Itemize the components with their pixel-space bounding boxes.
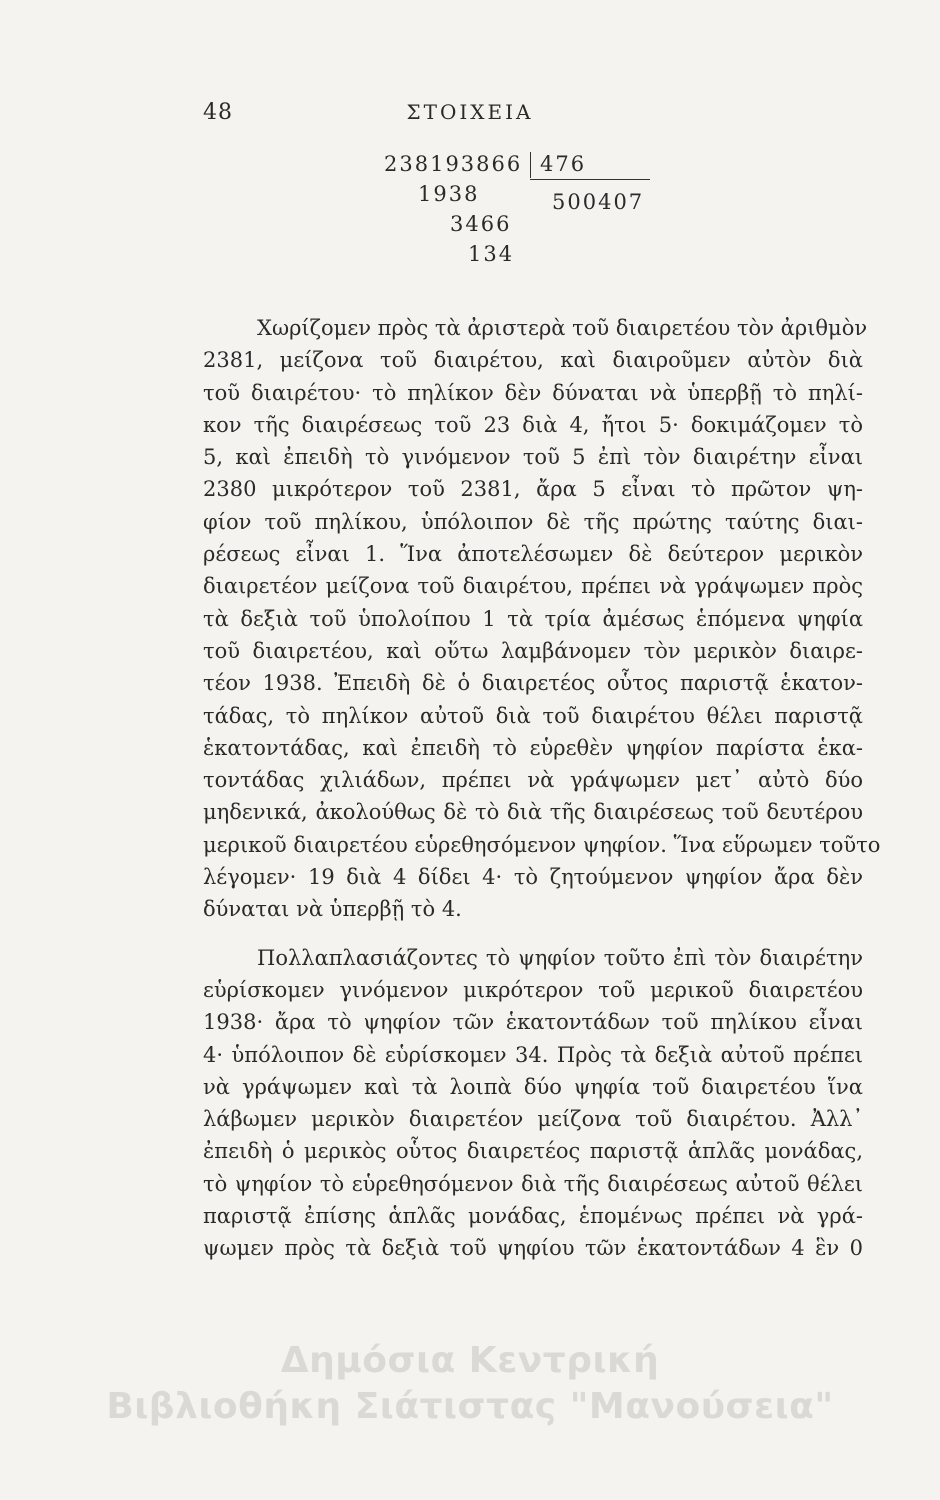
text-line: 4· ὑπόλοιπον δὲ εὑρίσκομεν 34. Πρὸς τὰ δεξιὰ αὐτοῦ πρέπει bbox=[203, 1042, 863, 1067]
text-line: τὸ ψηφίον τὸ εὑρεθησόμενον διὰ τῆς διαιρέσεως αὐτοῦ θέλει bbox=[203, 1171, 863, 1196]
division-step: 1938 bbox=[418, 182, 480, 206]
text-line: Χωρίζομεν πρὸς τὰ ἀριστερὰ τοῦ διαιρετέου τὸν ἀριθμὸν bbox=[257, 316, 868, 340]
text-line: μερικοῦ διαιρετέου εὑρεθησόμενον ψηφίον. Ἵνα εὕρωμεν τοῦτο bbox=[203, 832, 881, 857]
text-line: διαιρετέον μείζονα τοῦ διαιρέτου, πρέπει νὰ γράψωμεν πρὸς bbox=[203, 574, 863, 599]
watermark-line: Δημόσια Κεντρική bbox=[280, 1340, 660, 1381]
text-line: τοντάδας χιλιάδων, πρέπει νὰ γράψωμεν μετ᾽ αὐτὸ δύο bbox=[203, 768, 863, 793]
text-line: κον τῆς διαιρέσεως τοῦ 23 διὰ 4, ἤτοι 5· δοκιμάζομεν τὸ bbox=[203, 412, 863, 437]
division-horizontal-bar bbox=[530, 179, 650, 180]
quotient: 500407 bbox=[552, 190, 645, 214]
text-line: φίον τοῦ πηλίκου, ὑπόλοιπον δὲ τῆς πρώτης ταύτης διαι- bbox=[203, 509, 863, 534]
division-vertical-bar bbox=[530, 152, 531, 178]
dividend: 238193866 bbox=[384, 152, 523, 176]
text-line: τὰ δεξιὰ τοῦ ὑπολοίπου 1 τὰ τρία ἀμέσως ἑπόμενα ψηφία bbox=[203, 606, 863, 631]
paragraph bbox=[203, 942, 863, 1265]
long-division bbox=[380, 148, 680, 288]
text-line: ρέσεως εἶναι 1. Ἵνα ἀποτελέσωμεν δὲ δεύτερον μερικὸν bbox=[203, 542, 863, 567]
text-line: ἑκατοντάδας, καὶ ἐπειδὴ τὸ εὑρεθὲν ψηφίον παρίστα ἑκα- bbox=[203, 735, 863, 760]
text-line: λέγομεν· 19 διὰ 4 δίδει 4· τὸ ζητούμενον ψηφίον ἄρα δὲν bbox=[203, 865, 863, 890]
text-line: νὰ γράψωμεν καὶ τὰ λοιπὰ δύο ψηφία τοῦ διαιρετέου ἵνα bbox=[203, 1074, 863, 1099]
body-text bbox=[203, 312, 881, 1265]
paragraph bbox=[203, 312, 881, 926]
text-line: τοῦ διαιρετέου, καὶ οὕτω λαμβάνομεν τὸν μερικὸν διαιρε- bbox=[203, 638, 863, 663]
division-step: 134 bbox=[468, 242, 515, 266]
text-line: τέον 1938. Ἐπειδὴ δὲ ὁ διαιρετέος οὗτος παριστᾷ ἑκατον- bbox=[203, 671, 863, 696]
text-line: παριστᾷ ἐπίσης ἁπλᾶς μονάδας, ἑπομένως πρέπει νὰ γρά- bbox=[203, 1204, 863, 1229]
text-line: ἐπειδὴ ὁ μερικὸς οὗτος διαιρετέος παριστᾷ ἁπλᾶς μονάδας, bbox=[203, 1139, 863, 1164]
text-line: Πολλαπλασιάζοντες τὸ ψηφίον τοῦτο ἐπὶ τὸν διαιρέτην bbox=[257, 945, 863, 970]
text-line: ψωμεν πρὸς τὰ δεξιὰ τοῦ ψηφίου τῶν ἑκατοντάδων 4 ἓν 0 bbox=[203, 1236, 863, 1261]
text-line: 2380 μικρότερον τοῦ 2381, ἄρα 5 εἶναι τὸ πρῶτον ψη- bbox=[203, 477, 863, 502]
running-title: ΣΤΟΙΧΕΙΑ bbox=[406, 100, 534, 124]
text-line: τάδας, τὸ πηλίκον αὐτοῦ διὰ τοῦ διαιρέτου θέλει παριστᾷ bbox=[203, 703, 863, 728]
text-line: εὑρίσκομεν γινόμενον μικρότερον τοῦ μερικοῦ διαιρετέου bbox=[203, 977, 863, 1002]
text-line: 2381, μείζονα τοῦ διαιρέτου, καὶ διαιροῦμεν αὐτὸν διὰ bbox=[203, 348, 863, 373]
text-line: μηδενικά, ἀκολούθως δὲ τὸ διὰ τῆς διαιρέσεως τοῦ δευτέρου bbox=[203, 800, 863, 825]
division-step: 3466 bbox=[450, 212, 512, 236]
text-line: 1938· ἄρα τὸ ψηφίον τῶν ἑκατοντάδων τοῦ πηλίκου εἶναι bbox=[203, 1010, 863, 1035]
text-line: δύναται νὰ ὑπερβῇ τὸ 4. bbox=[203, 897, 462, 922]
divisor: 476 bbox=[540, 152, 587, 176]
watermark-line: Βιβλιοθήκη Σιάτιστας "Μανούσεια" bbox=[106, 1386, 834, 1427]
page-number: 48 bbox=[203, 100, 233, 125]
text-line: λάβωμεν μερικὸν διαιρετέον μείζονα τοῦ διαιρέτου. Ἀλλ᾽ bbox=[203, 1107, 863, 1132]
text-line: 5, καὶ ἐπειδὴ τὸ γινόμενον τοῦ 5 ἐπὶ τὸν διαιρέτην εἶναι bbox=[203, 445, 863, 470]
library-watermark bbox=[0, 1338, 940, 1430]
text-line: τοῦ διαιρέτου· τὸ πηλίκον δὲν δύναται νὰ ὑπερβῇ τὸ πηλί- bbox=[203, 380, 863, 405]
